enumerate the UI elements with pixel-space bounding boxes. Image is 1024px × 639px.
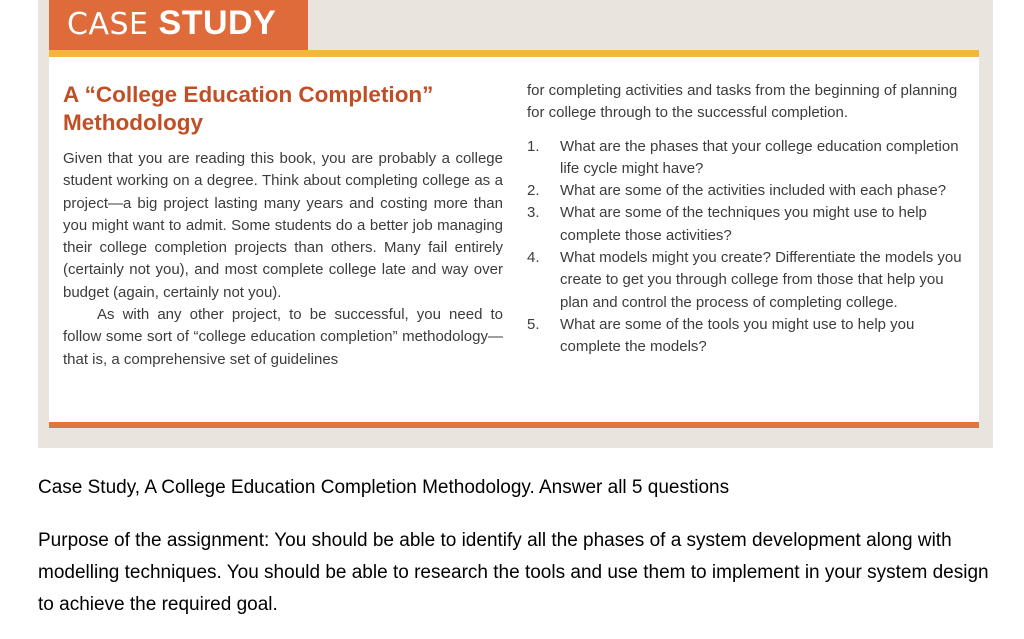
case-label-bold: STUDY [158,4,277,42]
question-number: 1. [527,137,540,155]
question-text: What are some of the tools you might use to help you complete the models? [560,315,915,356]
question-number: 2. [527,182,540,200]
question-number: 3. [527,204,540,222]
question-list [527,136,967,359]
question-item [527,202,967,247]
question-text: What are some of the techniques you might use to help complete those activities? [560,204,927,244]
question-item [527,247,967,314]
question-number: 5. [527,315,540,333]
assignment-instruction: Case Study, A College Education Completion Methodology. Answer all 5 questions [38,477,730,498]
question-item [527,136,967,181]
case-study-tab [49,0,308,50]
question-item [527,180,967,202]
bottom-accent-bar [49,422,979,428]
case-paragraph-2: As with any other project, to be successful, you need to follow some sort of “college education completion” methodology—that is, a comprehensive set of guidelines [63,306,503,368]
case-label-light: CASE [67,7,159,42]
question-text: What are some of the activities included with each phase? [560,182,947,200]
case-study-left-column [63,148,503,371]
question-text: What models might you create? Differentiate the models you create to get you through college from those that help you plan and control the process of completing college. [560,249,962,311]
case-paragraph-1: Given that you are reading this book, you are probably a college student working on a degree. Think about completing college as a project—a big project lasting many years and costing more than you might want to admit. Some students do a better job managing their college completion projects than others. Many fail entirely (certainly not you), and most complete college late and way over budget (again, certainly not you). [63,150,503,301]
question-item [527,314,967,359]
case-study-right-column [527,80,967,359]
case-study-title: A “College Education Completion” Methodology [63,82,434,135]
question-number: 4. [527,249,540,267]
question-text: What are the phases that your college education completion life cycle might have? [560,137,959,177]
assignment-purpose: Purpose of the assignment: You should be able to identify all the phases of a system development along with modelling techniques. You should be able to research the tools and use them to implement in your system design to achieve the required goal. [38,530,989,615]
case-study-label [67,4,276,43]
case-paragraph-2-continued: for completing activities and tasks from the beginning of planning for college through to the successful completion. [527,82,958,122]
top-accent-bar [49,50,979,57]
